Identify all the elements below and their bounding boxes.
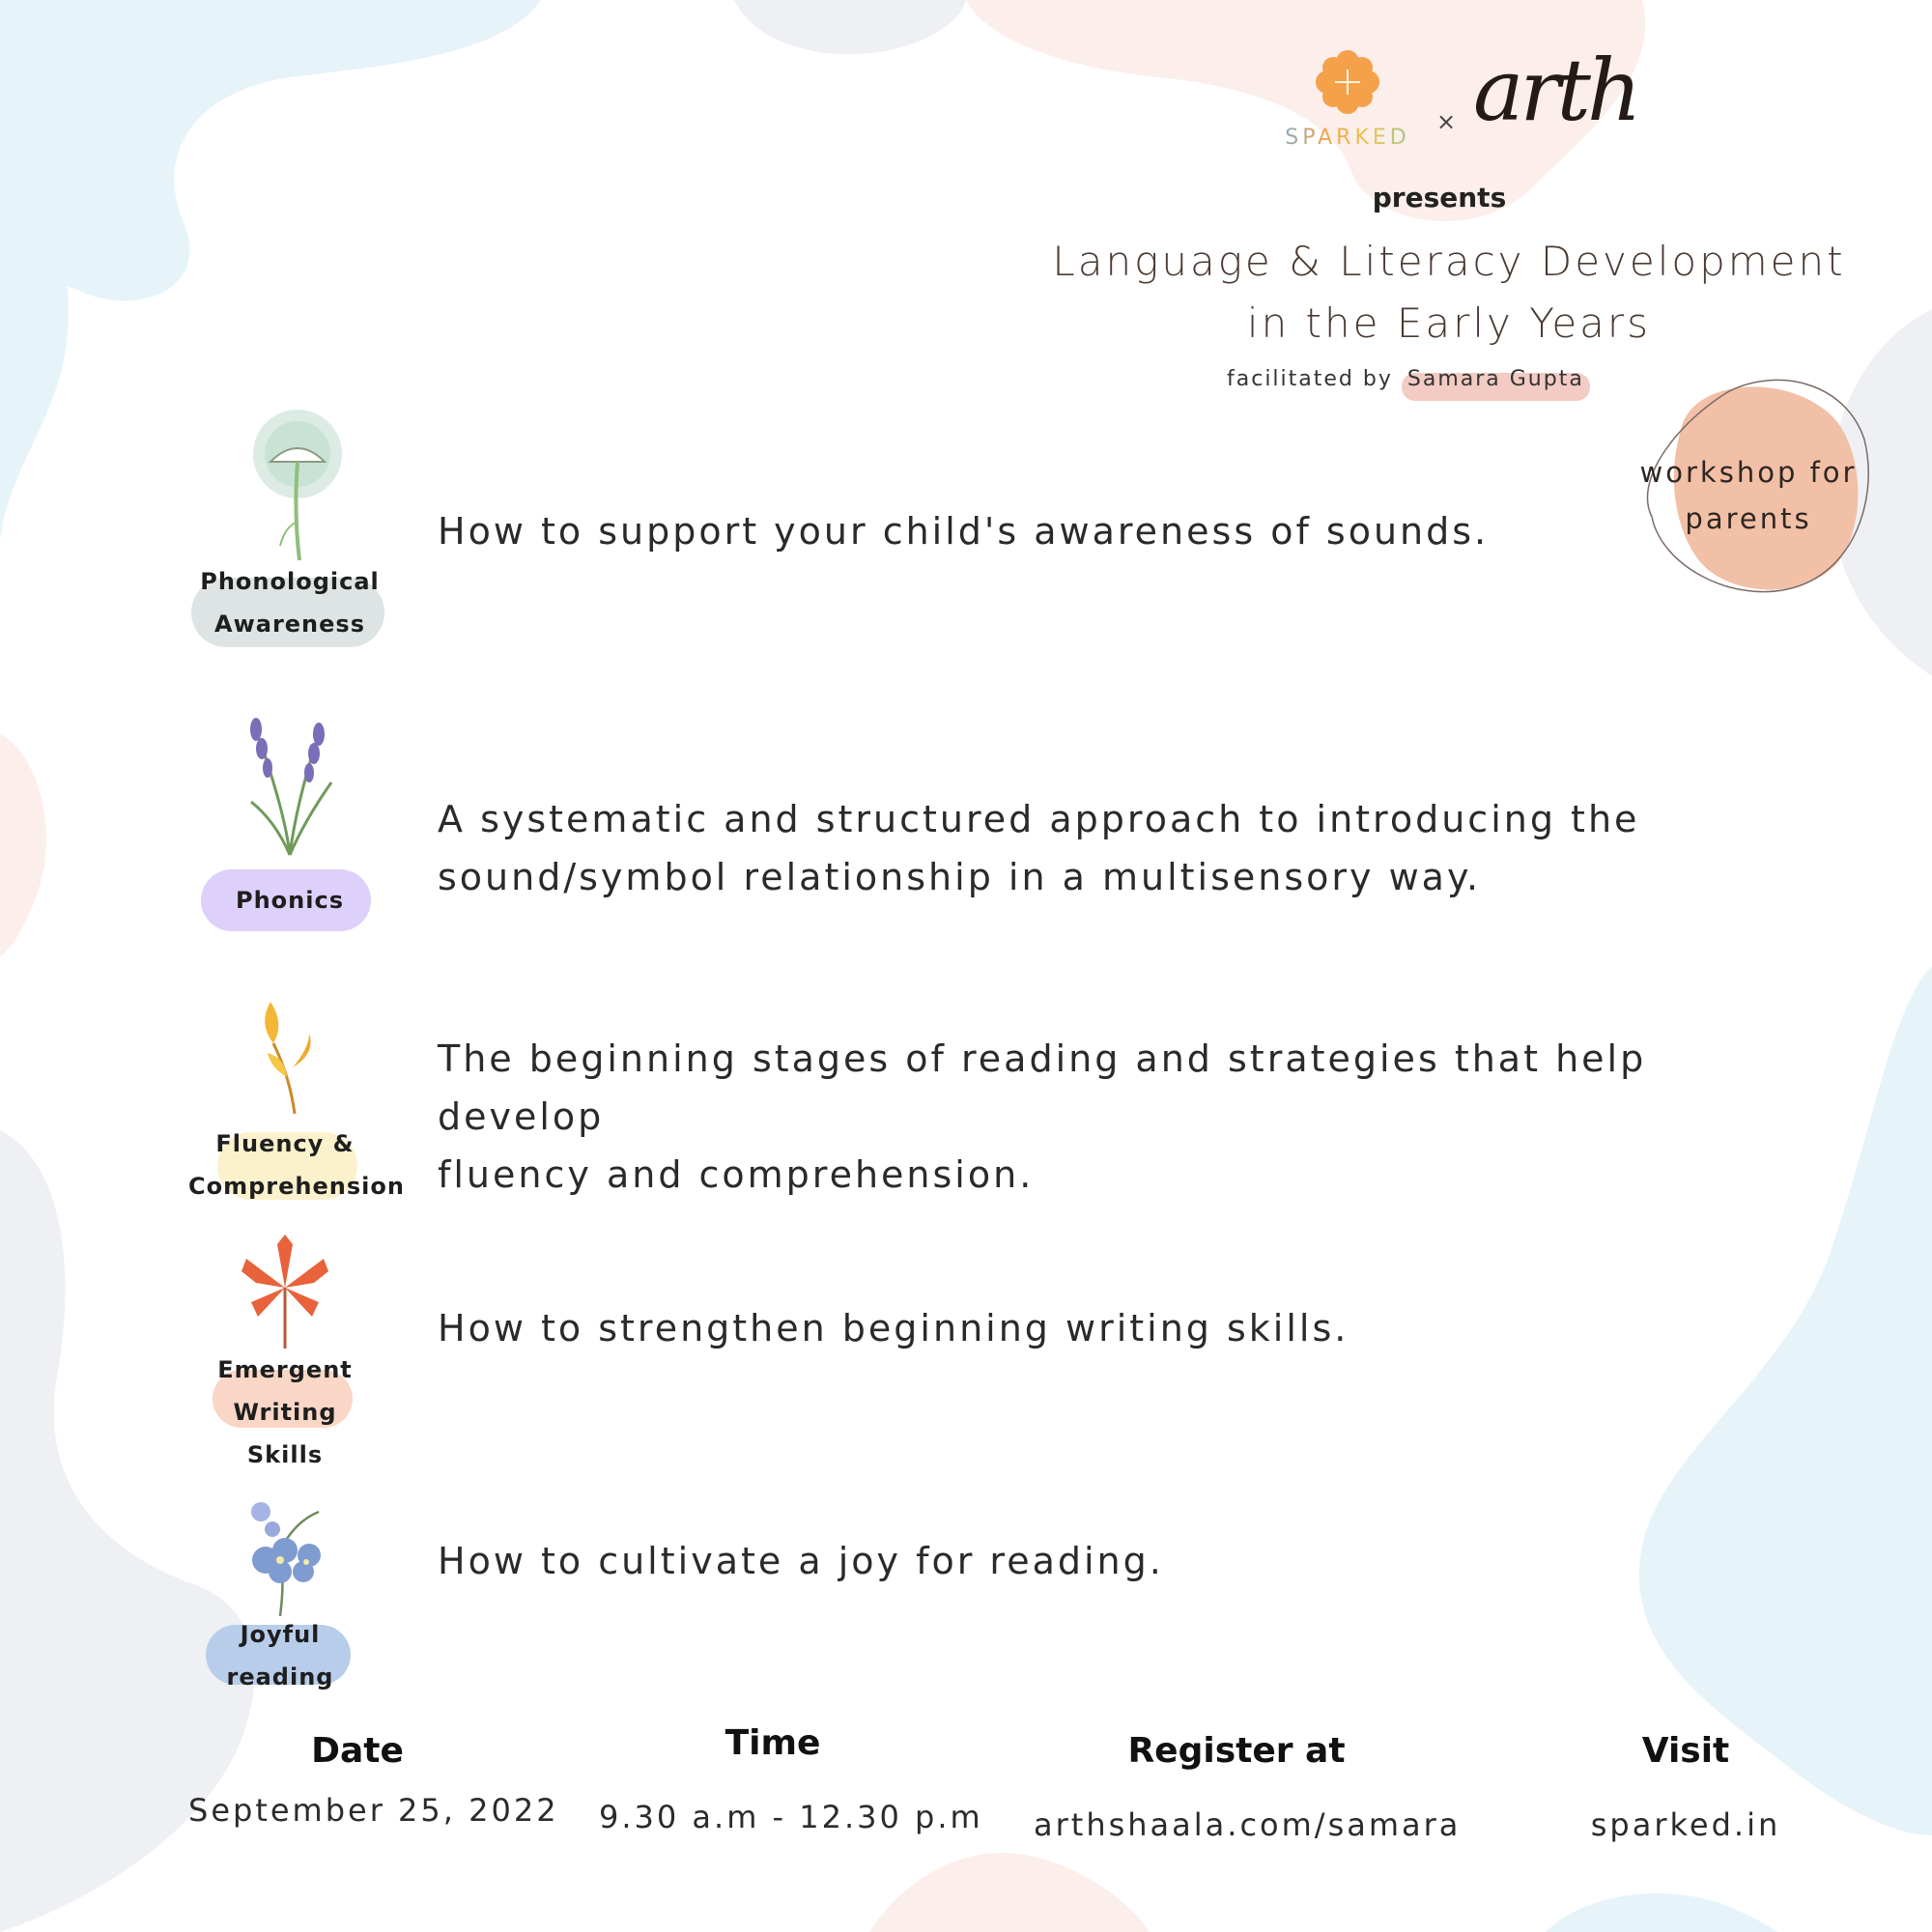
page-title-line2: in the Early Years bbox=[1246, 299, 1652, 347]
topic-label-line2: reading bbox=[226, 1663, 334, 1690]
topic-label-fluency bbox=[188, 1122, 405, 1208]
presents-label: presents bbox=[1372, 182, 1507, 213]
time-label: Time bbox=[724, 1723, 821, 1763]
topic-label-phonological bbox=[184, 560, 396, 645]
arth-wordmark: arth bbox=[1473, 41, 1638, 140]
blue-flower-icon bbox=[242, 1483, 338, 1618]
page-title-line1: Language & Literacy Development bbox=[1052, 238, 1846, 285]
arth-logo[interactable] bbox=[1473, 41, 1638, 140]
lavender-icon bbox=[237, 715, 343, 860]
topic-description-phonological: How to support your child's awareness of sounds. bbox=[438, 510, 1490, 553]
facilitator-name: Samara Gupta bbox=[1402, 367, 1590, 391]
badge-line2: parents bbox=[1685, 502, 1812, 535]
topic-label-line1: Emergent Writing bbox=[217, 1356, 353, 1426]
topic-label-phonics bbox=[193, 860, 386, 941]
register-link[interactable]: arthshaala.com/samara bbox=[1034, 1806, 1462, 1843]
topic-label-line2: Skills bbox=[246, 1441, 324, 1468]
date-label: Date bbox=[311, 1731, 404, 1771]
topic-label-writing bbox=[174, 1349, 396, 1476]
topic-label-line2: Awareness bbox=[214, 611, 365, 638]
time-value: 9.30 a.m - 12.30 p.m bbox=[599, 1799, 983, 1835]
topic-description-writing: How to strengthen beginning writing skills. bbox=[438, 1307, 1350, 1350]
topic-label-line2: Comprehension bbox=[188, 1173, 405, 1200]
facilitated-by-label: facilitated by bbox=[1227, 367, 1393, 391]
topic-description-fluency: The beginning stages of reading and strategies that help develop fluency and comprehension. bbox=[438, 1037, 1647, 1196]
sparked-logo[interactable] bbox=[1275, 48, 1420, 150]
topic-label-joyful bbox=[188, 1613, 372, 1698]
topic-description-phonics: A systematic and structured approach to introducing the sound/symbol relationship in a multisensory way. bbox=[438, 798, 1640, 898]
red-leaf-icon bbox=[237, 1235, 333, 1350]
topic-label-line1: Phonological bbox=[200, 568, 380, 595]
workshop-badge bbox=[1623, 372, 1874, 604]
facilitator-line bbox=[1227, 367, 1652, 391]
visit-label: Visit bbox=[1641, 1731, 1730, 1771]
topic-description-joyful: How to cultivate a joy for reading. bbox=[438, 1540, 1164, 1582]
badge-line1: workshop for bbox=[1639, 456, 1858, 489]
sparked-flower-icon bbox=[1314, 48, 1381, 116]
topic-label-line1: Fluency & bbox=[215, 1130, 355, 1157]
date-value: September 25, 2022 bbox=[188, 1792, 559, 1829]
topic-label-line1: Phonics bbox=[236, 887, 344, 914]
register-label: Register at bbox=[1127, 1731, 1346, 1771]
dandelion-icon bbox=[242, 406, 357, 570]
visit-link[interactable]: sparked.in bbox=[1590, 1806, 1781, 1843]
collab-separator: × bbox=[1436, 108, 1457, 135]
sparked-wordmark: SPARKED bbox=[1275, 126, 1420, 150]
topic-label-line1: Joyful bbox=[240, 1621, 321, 1648]
yellow-leaf-icon bbox=[256, 1000, 324, 1116]
